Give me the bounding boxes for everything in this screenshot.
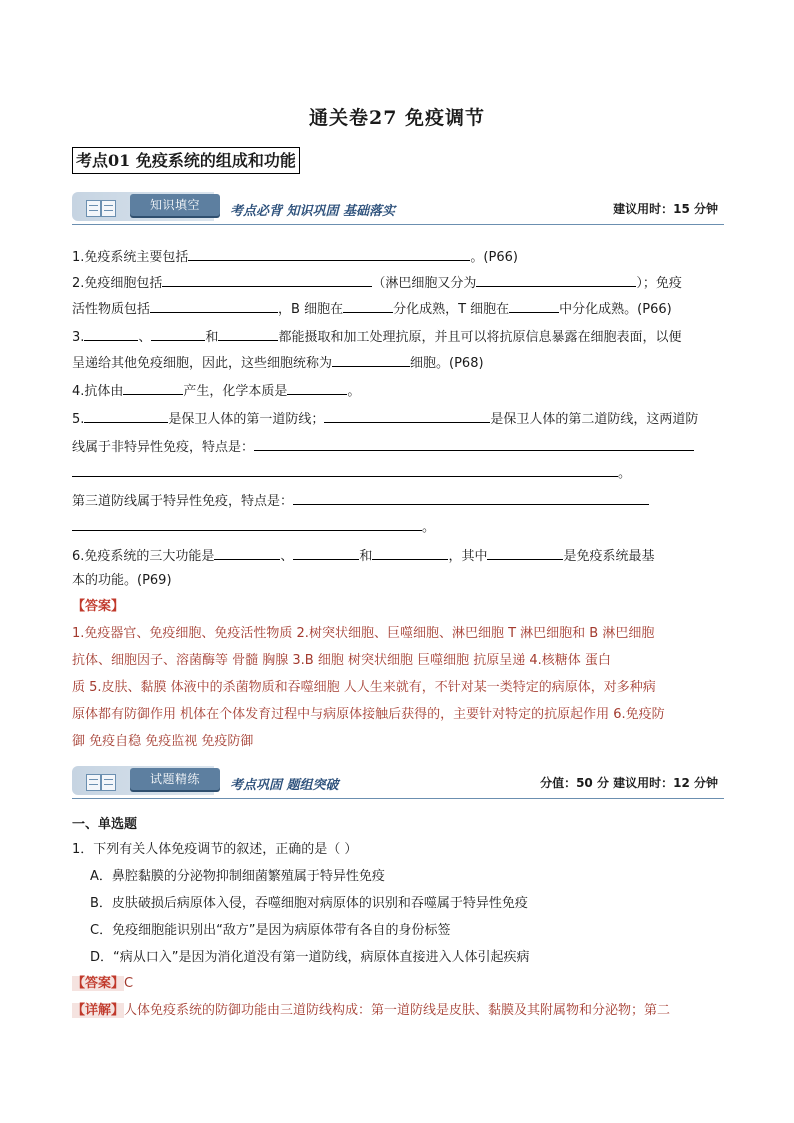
fill-question-2: 2.免疫细胞包括 （淋巴细胞又分为 ）；免疫 [72,272,724,294]
section-banner-practice [72,766,724,799]
answer-line: 原体都有防御作用 机体在个体发育过程中与病原体接触后获得的，主要针对特定的抗原起作用 6.免疫防 [72,707,665,722]
answer-value: C [124,976,134,991]
answer-blank[interactable] [332,352,410,367]
section-banner-knowledge [72,192,724,225]
answer-blank[interactable] [151,326,205,341]
answer-blank[interactable] [287,380,347,395]
answer-blank[interactable] [293,490,649,505]
option-a[interactable]: A．鼻腔黏膜的分泌物抑制细菌繁殖属于特异性免疫 [90,869,385,884]
answer-line: 质 5.皮肤、黏膜 体液中的杀菌物质和吞噬细胞 人人生来就有，不针对某一类特定的病原体，对多种病 [72,680,656,695]
banner-subtitle: 考点必背 知识巩固 基础落实 [230,204,396,219]
fill-question-6-cont: 本的功能。(P69) [72,573,172,588]
answer-blank[interactable] [84,326,138,341]
answer-line: 抗体、细胞因子、溶菌酶等 骨髓 胸腺 3.B 细胞 树突状细胞 巨噬细胞 抗原呈递 4.核糖体 蛋白 [72,653,611,668]
answer-blank[interactable] [72,516,422,531]
banner-subtitle: 考点巩固 题组突破 [230,778,339,793]
banner-tag: 知识填空 [130,194,220,216]
banner-score-time: 分值：50 分 建议用时：12 分钟 [540,776,718,790]
fill-question-6: 6.免疫系统的三大功能是 、 和 ，其中 是免疫系统最基 [72,545,724,567]
detail-label: 【详解】 [72,1003,125,1018]
fill-question-1: 1.免疫系统主要包括 。(P66) [72,246,724,268]
answer-blank[interactable] [84,408,168,423]
answer-blank[interactable] [214,545,280,560]
answer-blank[interactable] [509,298,559,313]
question-stem: 1．下列有关人体免疫调节的叙述，正确的是（ ） [72,842,358,857]
question-detail [72,1001,724,1021]
fill-question-5-third-line: 第三道防线属于特异性免疫，特点是： [72,490,724,512]
answer-blank[interactable] [254,436,694,451]
answer-blank[interactable] [150,298,278,313]
book-icon [86,774,116,790]
answer-blank[interactable] [372,545,448,560]
fill-question-5-cont2: 。 [72,462,724,484]
answer-blank[interactable] [476,272,636,287]
answer-blank[interactable] [293,545,359,560]
detail-text: 人体免疫系统的防御功能由三道防线构成：第一道防线是皮肤、黏膜及其附属物和分泌物；第二 [124,1003,671,1018]
question-answer [72,974,724,994]
answer-label: 【答案】 [72,976,125,991]
section-heading: 一、单选题 [72,817,138,832]
answer-blank[interactable] [72,462,618,477]
page-title: 通关卷27 免疫调节 [308,107,486,129]
option-d[interactable]: D．“病从口入”是因为消化道没有第一道防线，病原体直接进入人体引起疾病 [90,950,530,965]
fill-question-3-cont: 呈递给其他免疫细胞，因此，这些细胞统称为 细胞。(P68) [72,352,724,374]
topic-heading: 考点01 免疫系统的组成和功能 [72,147,300,174]
answer-blank[interactable] [162,272,372,287]
banner-tag: 试题精练 [130,768,220,790]
fill-question-5-cont: 线属于非特异性免疫，特点是： [72,436,724,458]
answer-blank[interactable] [188,246,470,261]
answer-line: 御 免疫自稳 免疫监视 免疫防御 [72,734,254,749]
fill-question-3: 3. 、 和 都能摄取和加工处理抗原，并且可以将抗原信息暴露在细胞表面，以便 [72,326,724,348]
fill-question-5-cont3: 。 [72,516,724,538]
answer-blank[interactable] [324,408,490,423]
option-b[interactable]: B．皮肤破损后病原体入侵，吞噬细胞对病原体的识别和吞噬属于特异性免疫 [90,896,528,911]
option-c[interactable]: C．免疫细胞能识别出“敌方”是因为病原体带有各自的身份标签 [90,923,451,938]
answer-line: 1.免疫器官、免疫细胞、免疫活性物质 2.树突状细胞、巨噬细胞、淋巴细胞 T 淋巴细胞和 B 淋巴细胞 [72,626,655,641]
fill-question-5: 5. 是保卫人体的第一道防线； 是保卫人体的第二道防线，这两道防 [72,408,724,430]
answer-label: 【答案】 [72,599,125,614]
book-icon [86,200,116,216]
fill-question-4: 4.抗体由 产生，化学本质是 。 [72,380,724,402]
fill-question-2-cont: 活性物质包括 ，B 细胞在 分化成熟，T 细胞在 中分化成熟。(P66) [72,298,724,320]
answer-blank[interactable] [343,298,393,313]
answer-blank[interactable] [487,545,563,560]
answer-blank[interactable] [218,326,278,341]
answer-blank[interactable] [123,380,183,395]
banner-time: 建议用时：15 分钟 [613,202,718,216]
